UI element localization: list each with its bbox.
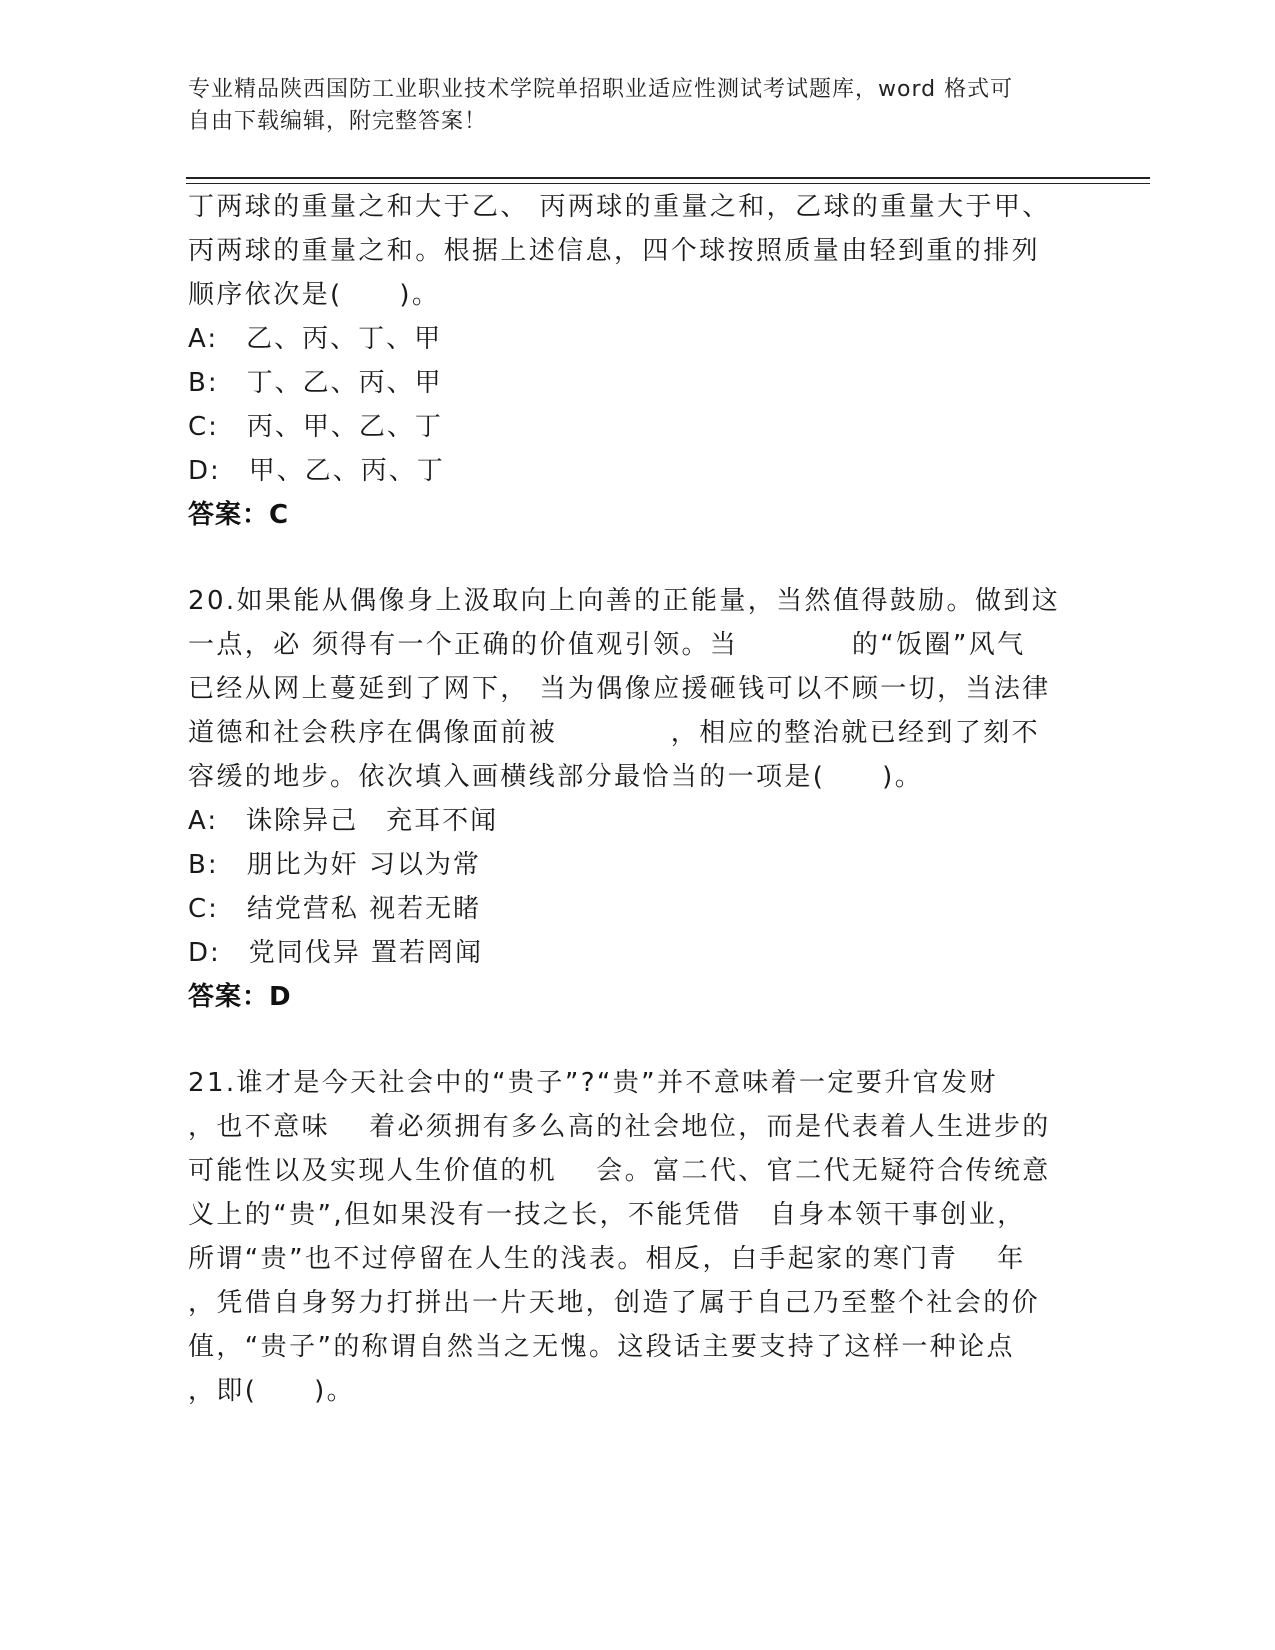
question-text-line: 容缓的地步。依次填入画横线部分最恰当的一项是( )。 [188,762,924,792]
question-text-line: 顺序依次是( )。 [188,280,441,310]
question-text-line: 20.如果能从偶像身上汲取向上向善的正能量，当然值得鼓励。做到这 [188,586,1061,616]
question-text-line: 所谓“贵”也不过停留在人生的浅表。相反，白手起家的寒门青 年 [188,1244,1026,1274]
question-text-line: 道德和社会秩序在偶像面前被 ，相应的整治就已经到了刻不 [188,718,1041,748]
header-line-1: 专业精品陕西国防工业职业技术学院单招职业适应性测试考试题库，word 格式可 [188,77,1014,102]
question-text-line: 值，“贵子”的称谓自然当之无愧。这段话主要支持了这样一种论点 [188,1332,1015,1362]
question-text-line: 21.谁才是今天社会中的“贵子”?“贵”并不意味着一定要升官发财 [188,1068,998,1098]
option-d: D: 甲、乙、丙、丁 [188,456,445,486]
header-divider [186,177,1150,179]
option-a: A: 乙、丙、丁、甲 [188,324,443,354]
option-b: B: 丁、乙、丙、甲 [188,368,443,398]
question-text-line: ，凭借自身努力打拼出一片天地，创造了属于自己乃至整个社会的价 [188,1288,1041,1318]
option-b: B: 朋比为奸 习以为常 [188,850,481,880]
question-text-line: 可能性以及实现人生价值的机 会。富二代、官二代无疑符合传统意 [188,1156,1051,1186]
answer-label: 答案：D [188,982,292,1012]
option-c: C: 丙、甲、乙、丁 [188,412,443,442]
option-d: D: 党同伐异 置若罔闻 [188,938,484,968]
question-text-line: 一点，必 须得有一个正确的价值观引领。当 的“饭圈”风气 [188,630,1026,660]
option-c: C: 结党营私 视若无睹 [188,894,482,924]
header-line-2: 自由下载编辑，附完整答案！ [188,109,488,134]
question-text-line: 丁两球的重量之和大于乙、 丙两球的重量之和，乙球的重量大于甲、 [188,192,1051,222]
question-text-line: ，也不意味 着必须拥有多么高的社会地位，而是代表着人生进步的 [188,1112,1051,1142]
question-text-line: 丙两球的重量之和。根据上述信息，四个球按照质量由轻到重的排列 [188,236,1041,266]
header-divider-thin [186,183,1150,184]
page-header [188,74,1068,138]
question-text-line: ，即( )。 [188,1376,356,1406]
option-a: A: 诛除异己 充耳不闻 [188,806,499,836]
answer-label: 答案：C [188,500,290,530]
question-text-line: 已经从网上蔓延到了网下， 当为偶像应援砸钱可以不顾一切，当法律 [188,674,1051,704]
question-text-line: 义上的“贵”,但如果没有一技之长，不能凭借 自身本领干事创业， [188,1200,1026,1230]
